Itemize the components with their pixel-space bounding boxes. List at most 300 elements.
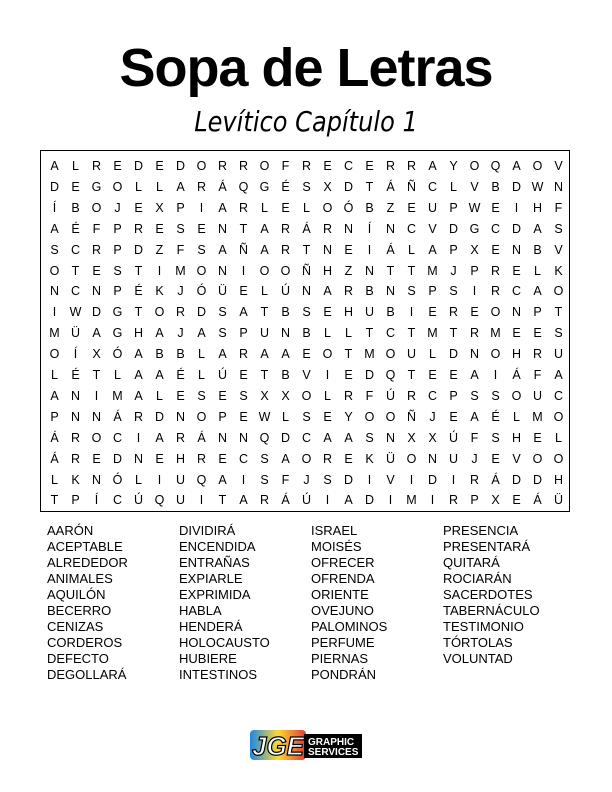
word-list-item: TÓRTOLAS: [443, 635, 513, 650]
grid-letter: L: [198, 347, 205, 362]
grid-letter: Ú: [133, 493, 144, 508]
grid-letter: R: [280, 242, 291, 257]
grid-letter: D: [343, 472, 354, 487]
grid-letter: D: [448, 221, 459, 236]
grid-letter: B: [302, 326, 311, 341]
word-list-column-2: [179, 523, 319, 683]
grid-letter: A: [239, 493, 248, 508]
grid-letter: Z: [155, 242, 164, 257]
grid-letter: Á: [386, 179, 395, 194]
grid-letter: U: [427, 200, 438, 215]
grid-letter: P: [113, 242, 122, 257]
grid-letter: N: [469, 347, 480, 362]
grid-letter: E: [218, 451, 227, 466]
grid-letter: G: [112, 305, 123, 320]
word-list-column-1: [47, 523, 187, 683]
grid-letter: L: [198, 368, 205, 382]
grid-letter: P: [113, 221, 122, 236]
grid-letter: T: [407, 326, 416, 341]
grid-letter: E: [239, 368, 248, 382]
grid-letter: S: [50, 242, 59, 257]
word-list-item: HABLA: [179, 603, 222, 618]
grid-letter: N: [49, 284, 60, 299]
grid-row: [41, 366, 572, 385]
word-list-item: TABERNÁCULO: [443, 603, 540, 618]
grid-letter: X: [470, 242, 479, 257]
grid-letter: A: [428, 242, 437, 257]
grid-letter: P: [533, 305, 542, 320]
grid-letter: E: [155, 451, 164, 466]
grid-letter: A: [50, 221, 59, 236]
grid-letter: S: [113, 263, 122, 278]
grid-letter: N: [427, 451, 438, 466]
grid-letter: E: [176, 388, 185, 403]
grid-letter: V: [554, 159, 563, 173]
grid-letter: T: [50, 493, 59, 508]
grid-letter: B: [365, 200, 374, 215]
grid-letter: L: [324, 388, 331, 403]
grid-letter: B: [176, 347, 185, 362]
grid-letter: S: [302, 179, 311, 194]
grid-letter: D: [427, 472, 438, 487]
grid-letter: N: [91, 284, 102, 299]
grid-letter: É: [71, 368, 80, 382]
grid-letter: M: [490, 326, 501, 341]
word-list-item: ACEPTABLE: [47, 539, 123, 554]
grid-letter: A: [197, 326, 206, 341]
grid-letter: O: [385, 347, 396, 362]
grid-letter: H: [532, 200, 543, 215]
grid-letter: V: [428, 221, 437, 236]
grid-letter: S: [491, 388, 500, 403]
grid-letter: T: [365, 179, 374, 194]
grid-letter: H: [175, 451, 186, 466]
grid-letter: I: [52, 305, 57, 320]
grid-letter: A: [344, 430, 353, 445]
grid-letter: T: [344, 347, 353, 362]
grid-letter: Á: [533, 493, 542, 508]
grid-letter: E: [449, 368, 458, 382]
grid-letter: T: [260, 305, 269, 320]
grid-letter: A: [50, 159, 59, 173]
grid-letter: R: [490, 263, 501, 278]
grid-letter: X: [491, 493, 500, 508]
grid-letter: Q: [154, 493, 165, 508]
grid-letter: E: [92, 451, 101, 466]
grid-letter: I: [199, 200, 204, 215]
grid-letter: Q: [196, 472, 207, 487]
grid-letter: I: [409, 472, 414, 487]
grid-letter: O: [553, 284, 564, 299]
grid-letter: W: [468, 200, 481, 215]
grid-letter: T: [134, 305, 143, 320]
grid-row: [41, 303, 572, 322]
grid-letter: B: [155, 347, 164, 362]
grid-letter: B: [365, 284, 374, 299]
grid-letter: P: [428, 284, 437, 299]
grid-letter: T: [407, 368, 416, 382]
grid-letter: V: [302, 368, 311, 382]
grid-letter: I: [451, 472, 456, 487]
grid-letter: E: [218, 388, 227, 403]
grid-letter: A: [281, 451, 290, 466]
grid-letter: R: [448, 493, 459, 508]
word-list-item: EXPRIMIDA: [179, 587, 251, 602]
grid-row: [41, 241, 572, 260]
grid-letter: D: [280, 430, 291, 445]
grid-letter: N: [553, 179, 564, 194]
grid-letter: H: [343, 305, 354, 320]
grid-row: [41, 491, 572, 510]
grid-letter: Ü: [217, 284, 228, 299]
grid-letter: A: [218, 347, 227, 362]
grid-letter: A: [218, 472, 227, 487]
grid-letter: G: [91, 179, 102, 194]
grid-letter: O: [553, 451, 564, 466]
grid-letter: E: [470, 305, 479, 320]
grid-letter: R: [217, 159, 228, 173]
grid-letter: D: [511, 179, 522, 194]
grid-letter: O: [112, 179, 123, 194]
grid-letter: E: [323, 409, 332, 424]
grid-letter: C: [70, 242, 81, 257]
grid-letter: O: [196, 409, 207, 424]
grid-letter: A: [134, 347, 143, 362]
grid-letter: A: [533, 284, 542, 299]
grid-letter: N: [217, 221, 228, 236]
grid-letter: T: [260, 368, 269, 382]
grid-letter: E: [512, 263, 521, 278]
grid-row: [41, 345, 572, 364]
grid-letter: C: [553, 388, 564, 403]
grid-letter: K: [554, 263, 563, 278]
grid-letter: W: [69, 305, 82, 320]
grid-letter: N: [364, 263, 375, 278]
grid-letter: I: [409, 305, 414, 320]
grid-letter: R: [91, 242, 102, 257]
grid-row: [41, 262, 572, 281]
grid-letter: O: [259, 263, 270, 278]
grid-letter: D: [511, 221, 522, 236]
grid-letter: E: [407, 200, 416, 215]
grid-letter: K: [155, 284, 164, 299]
grid-row: [41, 157, 572, 176]
grid-letter: O: [511, 388, 522, 403]
grid-letter: A: [155, 368, 164, 382]
grid-letter: A: [344, 493, 353, 508]
grid-letter: T: [239, 221, 248, 236]
grid-letter: I: [430, 493, 435, 508]
grid-letter: P: [470, 493, 479, 508]
grid-letter: A: [155, 430, 164, 445]
word-list-item: PRESENTARÁ: [443, 539, 531, 554]
grid-letter: R: [70, 430, 81, 445]
grid-letter: S: [197, 242, 206, 257]
grid-letter: T: [71, 263, 80, 278]
grid-letter: X: [260, 388, 269, 403]
grid-letter: D: [133, 159, 144, 173]
grid-letter: H: [511, 347, 522, 362]
grid-letter: M: [364, 347, 375, 362]
grid-letter: E: [113, 159, 122, 173]
grid-letter: A: [218, 200, 227, 215]
grid-letter: D: [112, 451, 123, 466]
grid-row: [41, 387, 572, 406]
grid-letter: I: [472, 284, 477, 299]
grid-letter: S: [176, 221, 185, 236]
grid-letter: Á: [386, 242, 395, 257]
word-list-item: ANIMALES: [47, 571, 113, 586]
grid-letter: I: [367, 472, 372, 487]
grid-letter: N: [301, 284, 312, 299]
grid-letter: P: [176, 200, 185, 215]
grid-letter: E: [281, 200, 290, 215]
grid-letter: R: [343, 284, 354, 299]
grid-letter: E: [155, 221, 164, 236]
grid-letter: L: [51, 472, 58, 487]
word-list-item: ENTRAÑAS: [179, 555, 250, 570]
grid-letter: A: [260, 242, 269, 257]
grid-letter: L: [51, 368, 58, 382]
grid-letter: O: [49, 347, 60, 362]
grid-letter: C: [490, 221, 501, 236]
grid-letter: E: [533, 430, 542, 445]
grid-letter: E: [239, 284, 248, 299]
word-list-item: HENDERÁ: [179, 619, 243, 634]
grid-letter: J: [303, 472, 310, 487]
grid-letter: K: [365, 451, 374, 466]
grid-letter: F: [470, 430, 479, 445]
grid-letter: H: [322, 263, 333, 278]
grid-letter: X: [92, 347, 101, 362]
grid-letter: C: [427, 179, 438, 194]
grid-letter: D: [133, 242, 144, 257]
grid-letter: Ü: [70, 326, 81, 341]
grid-letter: O: [196, 263, 207, 278]
grid-letter: A: [470, 409, 479, 424]
grid-letter: A: [92, 326, 101, 341]
grid-letter: G: [469, 221, 480, 236]
grid-letter: Ú: [385, 388, 396, 403]
grid-letter: O: [490, 305, 501, 320]
grid-letter: S: [302, 409, 311, 424]
grid-letter: Á: [50, 451, 59, 466]
page-title: Sopa de Letras: [119, 38, 493, 98]
grid-letter: D: [364, 493, 375, 508]
grid-letter: Ó: [196, 284, 207, 299]
grid-letter: F: [176, 242, 185, 257]
word-list-item: PIERNAS: [311, 651, 369, 666]
grid-letter: E: [491, 451, 500, 466]
grid-letter: I: [157, 263, 162, 278]
grid-letter: E: [302, 347, 311, 362]
grid-letter: I: [493, 368, 498, 382]
logo-line-2: SERVICES: [308, 747, 359, 758]
grid-letter: N: [322, 242, 333, 257]
grid-letter: R: [385, 159, 396, 173]
grid-letter: E: [155, 159, 164, 173]
grid-letter: Í: [367, 221, 372, 236]
grid-letter: V: [554, 242, 563, 257]
word-list-item: DEGOLLARÁ: [47, 667, 127, 682]
word-list-column-3: [311, 523, 451, 683]
grid-letter: T: [134, 263, 143, 278]
word-list-item: VOLUNTAD: [443, 651, 513, 666]
grid-letter: T: [302, 242, 311, 257]
grid-row: [41, 471, 572, 490]
word-list-item: TESTIMONIO: [443, 619, 524, 634]
word-list-item: PRESENCIA: [443, 523, 519, 538]
grid-letter: É: [134, 284, 143, 299]
grid-letter: A: [155, 326, 164, 341]
grid-letter: Á: [218, 179, 227, 194]
letter-grid: [40, 150, 570, 512]
grid-letter: S: [323, 472, 332, 487]
grid-row: [41, 429, 572, 448]
grid-letter: X: [323, 179, 332, 194]
grid-letter: É: [281, 179, 290, 194]
word-list-item: ROCIARÁN: [443, 571, 512, 586]
grid-letter: Y: [344, 409, 353, 424]
grid-letter: W: [531, 179, 544, 194]
grid-letter: Á: [302, 221, 311, 236]
grid-letter: A: [176, 179, 185, 194]
grid-letter: S: [302, 305, 311, 320]
grid-letter: R: [448, 305, 459, 320]
grid-letter: Á: [50, 430, 59, 445]
grid-letter: I: [157, 472, 162, 487]
grid-letter: Á: [113, 409, 122, 424]
grid-letter: N: [385, 284, 396, 299]
logo-line-1: GRAPHIC: [308, 737, 355, 748]
grid-letter: L: [282, 409, 289, 424]
word-list-item: INTESTINOS: [179, 667, 258, 682]
grid-letter: H: [553, 472, 564, 487]
grid-letter: F: [365, 388, 374, 403]
grid-letter: G: [259, 179, 270, 194]
grid-letter: A: [239, 305, 248, 320]
grid-letter: M: [532, 409, 543, 424]
grid-letter: Ü: [553, 493, 564, 508]
grid-letter: D: [448, 347, 459, 362]
grid-letter: P: [470, 263, 479, 278]
grid-letter: C: [238, 451, 249, 466]
grid-letter: R: [343, 388, 354, 403]
grid-letter: O: [364, 409, 375, 424]
grid-letter: M: [427, 326, 438, 341]
grid-letter: L: [429, 347, 436, 362]
grid-letter: M: [112, 388, 123, 403]
grid-letter: V: [470, 179, 479, 194]
grid-letter: Á: [512, 368, 521, 382]
grid-letter: L: [114, 368, 121, 382]
grid-letter: D: [154, 409, 165, 424]
grid-letter: N: [70, 388, 81, 403]
grid-letter: C: [70, 284, 81, 299]
grid-letter: H: [511, 430, 522, 445]
grid-letter: S: [554, 326, 563, 341]
grid-letter: Á: [491, 472, 500, 487]
grid-letter: C: [511, 284, 522, 299]
grid-letter: R: [490, 284, 501, 299]
grid-letter: D: [511, 472, 522, 487]
grid-letter: X: [155, 200, 164, 215]
grid-letter: D: [49, 179, 60, 194]
grid-letter: M: [175, 263, 186, 278]
grid-letter: R: [133, 409, 144, 424]
grid-letter: T: [92, 368, 101, 382]
grid-row: [41, 199, 572, 218]
grid-letter: S: [365, 430, 374, 445]
grid-letter: E: [428, 368, 437, 382]
word-list-item: DIVIDIRÁ: [179, 523, 236, 538]
grid-letter: N: [175, 409, 186, 424]
word-list-item: MOISÉS: [311, 539, 362, 554]
grid-letter: S: [218, 326, 227, 341]
grid-letter: Ñ: [238, 242, 249, 257]
grid-letter: E: [92, 263, 101, 278]
word-list-item: PALOMINOS: [311, 619, 388, 634]
word-list-item: HUBIERE: [179, 651, 237, 666]
grid-letter: O: [322, 347, 333, 362]
grid-letter: A: [428, 159, 437, 173]
grid-letter: A: [554, 368, 563, 382]
grid-letter: R: [322, 221, 333, 236]
grid-row: [41, 408, 572, 427]
grid-row: [41, 324, 572, 343]
grid-letter: W: [258, 409, 271, 424]
grid-letter: O: [196, 159, 207, 173]
grid-letter: R: [238, 347, 249, 362]
grid-letter: Ú: [448, 430, 459, 445]
grid-letter: L: [156, 179, 163, 194]
grid-letter: D: [343, 179, 354, 194]
grid-letter: Z: [344, 263, 353, 278]
grid-letter: L: [534, 263, 541, 278]
grid-letter: S: [470, 388, 479, 403]
grid-letter: X: [281, 388, 290, 403]
grid-letter: R: [259, 493, 270, 508]
grid-letter: M: [427, 263, 438, 278]
grid-letter: Ü: [385, 451, 396, 466]
grid-letter: O: [301, 388, 312, 403]
grid-letter: É: [71, 221, 80, 236]
grid-letter: Ú: [301, 493, 312, 508]
grid-letter: E: [449, 409, 458, 424]
grid-row: [41, 220, 572, 239]
grid-letter: E: [323, 159, 332, 173]
grid-letter: A: [134, 388, 143, 403]
grid-letter: R: [70, 451, 81, 466]
word-list-item: OFRECER: [311, 555, 375, 570]
grid-letter: É: [176, 368, 185, 382]
grid-letter: J: [450, 263, 457, 278]
grid-letter: Í: [73, 347, 78, 362]
grid-letter: Ú: [280, 284, 291, 299]
grid-letter: T: [386, 263, 395, 278]
grid-letter: Ó: [343, 200, 354, 215]
word-list-item: ENCENDIDA: [179, 539, 256, 554]
word-list-item: EXPIARLE: [179, 571, 243, 586]
grid-letter: E: [344, 368, 353, 382]
word-list-item: AQUILÓN: [47, 587, 106, 602]
grid-letter: E: [344, 451, 353, 466]
grid-letter: E: [344, 242, 353, 257]
grid-letter: L: [261, 284, 268, 299]
grid-letter: C: [112, 430, 123, 445]
grid-letter: A: [134, 368, 143, 382]
grid-letter: O: [406, 451, 417, 466]
